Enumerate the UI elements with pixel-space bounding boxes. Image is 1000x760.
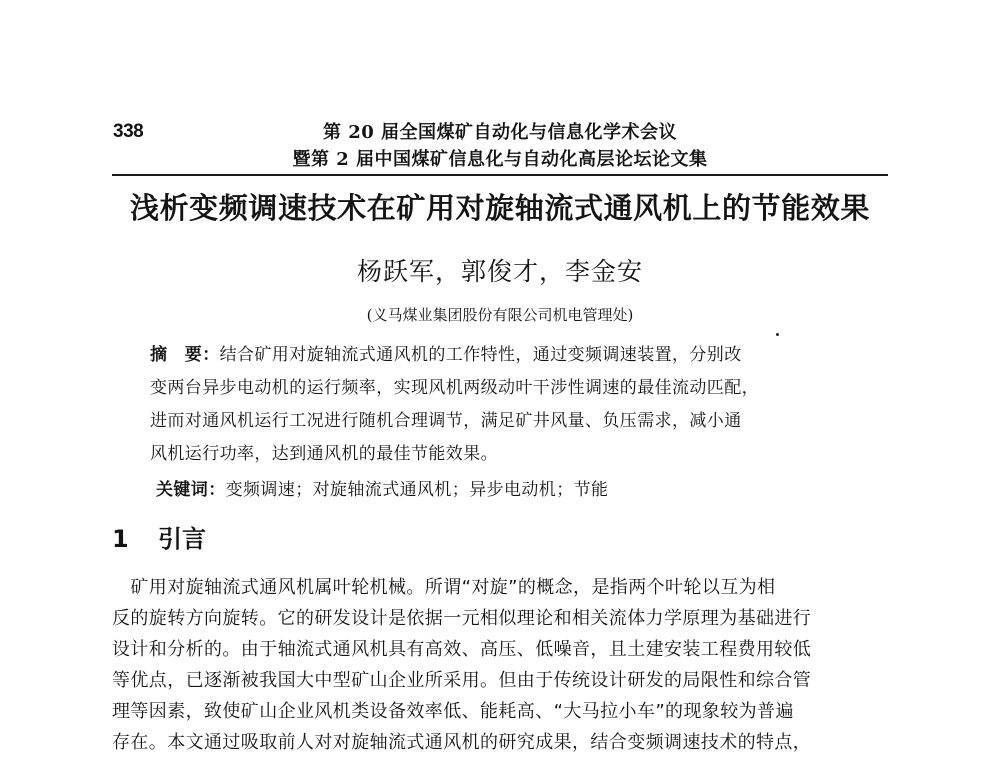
scan-speck	[776, 333, 779, 336]
paper-title: 浅析变频调速技术在矿用对旋轴流式通风机上的节能效果	[129, 191, 870, 225]
section-title: 引言	[158, 525, 206, 553]
section-heading	[112, 519, 206, 554]
abstract-line-3: 进而对通风机运行工况进行随机合理调节，满足矿井风量、负压需求，减小通	[150, 411, 742, 431]
body-line-1: 矿用对旋轴流式通风机属叶轮机械。所谓“对旋”的概念，是指两个叶轮以互为相	[112, 577, 776, 598]
keywords-label: 关键词：	[156, 480, 226, 500]
paper-affiliation: (义马煤业集团股份有限公司机电管理处)	[366, 306, 634, 324]
body-line-3: 设计和分析的。由于轴流式通风机具有高效、高压、低噪音，且土建安装工程费用较低	[112, 639, 812, 660]
body-line-4: 等优点，已逐渐被我国大中型矿山企业所采用。但由于传统设计研发的局限性和综合管	[112, 670, 812, 691]
abstract-line-2: 变两台异步电动机的运行频率，实现风机两级动叶干涉性调速的最佳流动匹配，	[150, 378, 759, 398]
header-rule	[112, 174, 888, 176]
keywords-text: 变频调速；对旋轴流式通风机；异步电动机；节能	[225, 480, 609, 500]
body-line-5: 理等因素，致使矿山企业风机类设备效率低、能耗高、“大马拉小车”的现象较为普遍	[112, 701, 794, 722]
running-header-line-1: 第 20 届全国煤矿自动化与信息化学术会议	[322, 122, 678, 143]
abstract-text: 结合矿用对旋轴流式通风机的工作特性，通过变频调速装置，分别改	[219, 345, 742, 365]
body-line-6: 存在。本文通过吸取前人对对旋轴流式通风机的研究成果，结合变频调速技术的特点，	[112, 732, 812, 753]
running-header-line-2: 暨第 2 届中国煤矿信息化与自动化高层论坛论文集	[292, 149, 708, 170]
keywords	[156, 475, 608, 500]
abstract-line-4: 风机运行功率，达到通风机的最佳节能效果。	[150, 444, 498, 464]
abstract-line-1	[150, 340, 742, 365]
abstract-label: 摘 要：	[150, 345, 220, 365]
body-line-2: 反的旋转方向旋转。它的研发设计是依据一元相似理论和相关流体力学原理为基础进行	[112, 608, 812, 629]
section-number: 1	[112, 525, 129, 553]
page-number: 338	[113, 121, 144, 142]
paper-authors: 杨跃军，郭俊才，李金安	[356, 257, 643, 286]
